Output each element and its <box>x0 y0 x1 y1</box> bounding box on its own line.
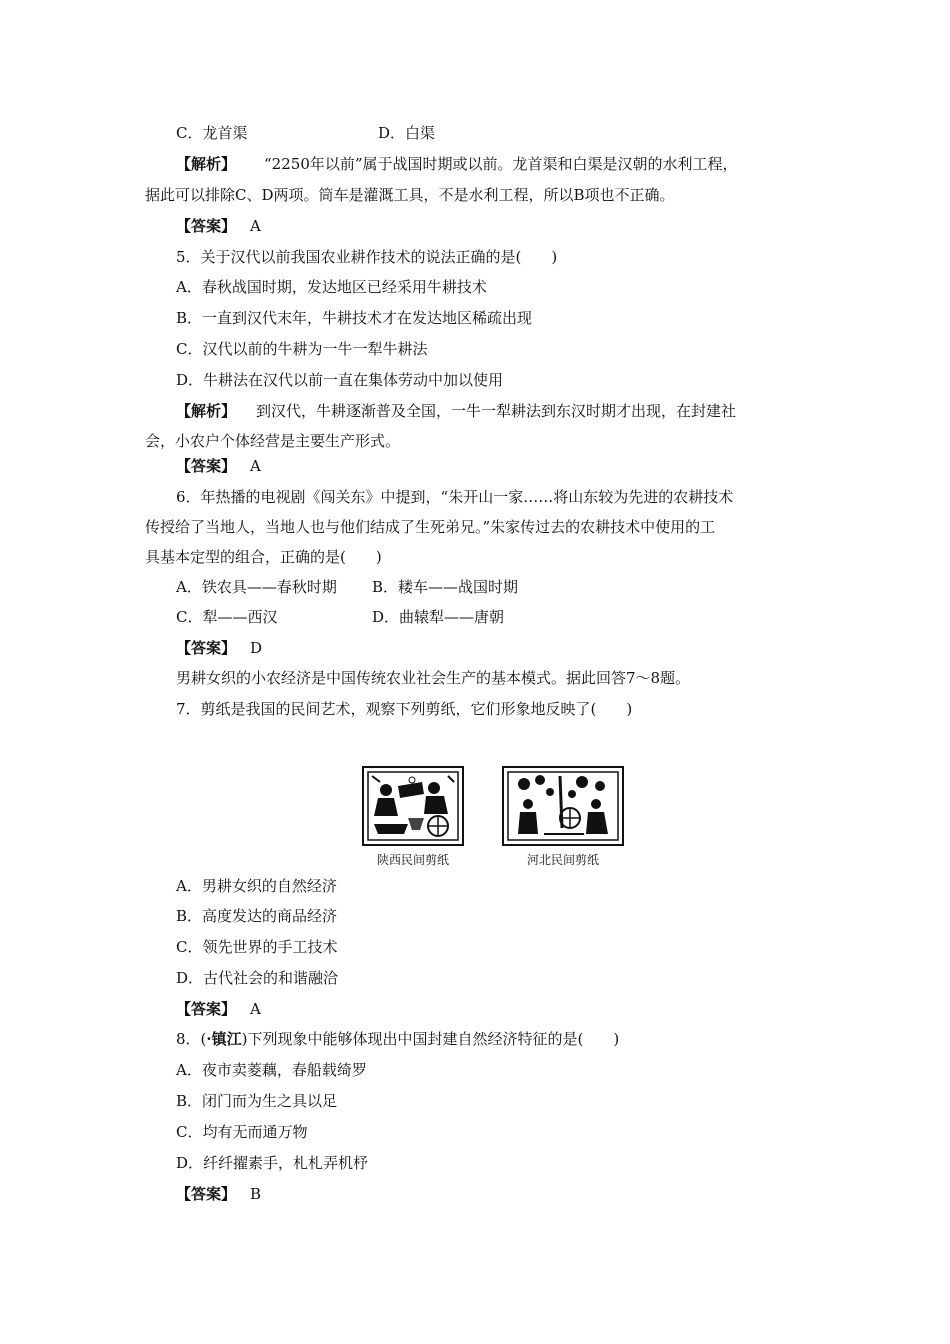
q5-answer-tag: 【答案】 <box>176 457 237 475</box>
q6-stem-line1: 6．年热播的电视剧《闯关东》中提到，“朱开山一家……将山东较为先进的农耕技术 <box>176 488 734 506</box>
q5-option-b: B．一直到汉代末年，牛耕技术才在发达地区稀疏出现 <box>176 309 533 327</box>
shaanxi-paper-cut-caption: 陕西民间剪纸 <box>376 853 449 867</box>
hebei-paper-cut-caption: 河北民间剪纸 <box>526 853 599 867</box>
q6-option-b: B．耧车——战国时期 <box>372 578 519 596</box>
q8-stem-source: ·镇江 <box>206 1030 242 1048</box>
q8-answer-value: B <box>250 1185 262 1203</box>
q5-answer <box>176 455 841 477</box>
q6-option-c: C．犁——西汉 <box>176 608 278 626</box>
paper-cut-figures <box>362 766 624 876</box>
shaanxi-paper-cut <box>362 766 464 868</box>
q7-option-b: B．高度发达的商品经济 <box>176 907 338 925</box>
q4-option-d: D．白渠 <box>378 124 436 142</box>
q8-option-d: D．纤纤擢素手，札札弄机杼 <box>176 1154 369 1172</box>
q6-answer <box>176 637 841 659</box>
q4-analysis-tag: 【解析】 <box>176 155 237 173</box>
q5-analysis-line1 <box>176 400 841 422</box>
q4-options-cd <box>176 122 841 144</box>
q7-option-d: D．古代社会的和谐融洽 <box>176 969 339 987</box>
q6-options-ab <box>176 576 841 598</box>
q5-option-a: A．春秋战国时期，发达地区已经采用牛耕技术 <box>176 278 487 296</box>
hebei-paper-cut-image <box>502 766 624 846</box>
q6-option-a: A．铁农具——春秋时期 <box>176 578 337 596</box>
shaanxi-paper-cut-image <box>362 766 464 846</box>
q7-option-c: C．领先世界的手工技术 <box>176 938 338 956</box>
q5-analysis-text1: 到汉代，牛耕逐渐普及全国，一牛一犁耕法到东汉时期才出现，在封建社 <box>256 402 737 420</box>
q8-answer <box>176 1183 841 1205</box>
q8-option-c: C．均有无而通万物 <box>176 1123 308 1141</box>
q4-analysis-line2: 据此可以排除C、D两项。筒车是灌溉工具，不是水利工程，所以B项也不正确。 <box>145 186 675 204</box>
q7-stem: 7．剪纸是我国的民间艺术，观察下列剪纸，它们形象地反映了( ) <box>176 700 633 718</box>
q8-answer-tag: 【答案】 <box>176 1185 237 1203</box>
q5-analysis-line2: 会，小农户个体经营是主要生产形式。 <box>145 432 401 450</box>
q6-option-d: D．曲辕犁——唐朝 <box>372 608 505 626</box>
q8-stem-number: 8．( <box>176 1030 207 1048</box>
q6-answer-value: D <box>250 639 263 657</box>
intro-7-8: 男耕女织的小农经济是中国传统农业社会生产的基本模式。据此回答7～8题。 <box>176 669 691 687</box>
q5-option-d: D．牛耕法在汉代以前一直在集体劳动中加以使用 <box>176 371 504 389</box>
farming-scene-icon <box>364 768 462 844</box>
q4-analysis-line1 <box>176 153 841 175</box>
q7-answer <box>176 998 841 1020</box>
q5-analysis-tag: 【解析】 <box>176 402 237 420</box>
q5-stem: 5．关于汉代以前我国农业耕作技术的说法正确的是( ) <box>176 248 558 266</box>
q4-answer-tag: 【答案】 <box>176 217 237 235</box>
q8-stem <box>176 1028 841 1050</box>
weaving-scene-icon <box>504 768 622 844</box>
q4-option-c: C．龙首渠 <box>176 124 248 142</box>
q6-options-cd <box>176 606 841 628</box>
q7-option-a: A．男耕女织的自然经济 <box>176 877 337 895</box>
q7-answer-value: A <box>250 1000 261 1018</box>
q8-option-a: A．夜市卖菱藕，春船载绮罗 <box>176 1061 367 1079</box>
q7-answer-tag: 【答案】 <box>176 1000 237 1018</box>
q8-option-b: B．闭门而为生之具以足 <box>176 1092 338 1110</box>
q4-answer-value: A <box>250 217 261 235</box>
q6-answer-tag: 【答案】 <box>176 639 237 657</box>
q6-stem-line2: 传授给了当地人，当地人也与他们结成了生死弟兄。”朱家传过去的农耕技术中使用的工 <box>145 518 716 536</box>
q4-answer <box>176 215 841 237</box>
q5-answer-value: A <box>250 457 261 475</box>
q4-analysis-text1: “2250年以前”属于战国时期或以前。龙首渠和白渠是汉朝的水利工程， <box>264 155 738 173</box>
q6-stem-line3: 具基本定型的组合，正确的是( ) <box>145 548 382 566</box>
hebei-paper-cut <box>502 766 624 868</box>
q5-option-c: C．汉代以前的牛耕为一牛一犁牛耕法 <box>176 340 428 358</box>
q8-stem-text: )下列现象中能够体现出中国封建自然经济特征的是( ) <box>241 1030 620 1048</box>
